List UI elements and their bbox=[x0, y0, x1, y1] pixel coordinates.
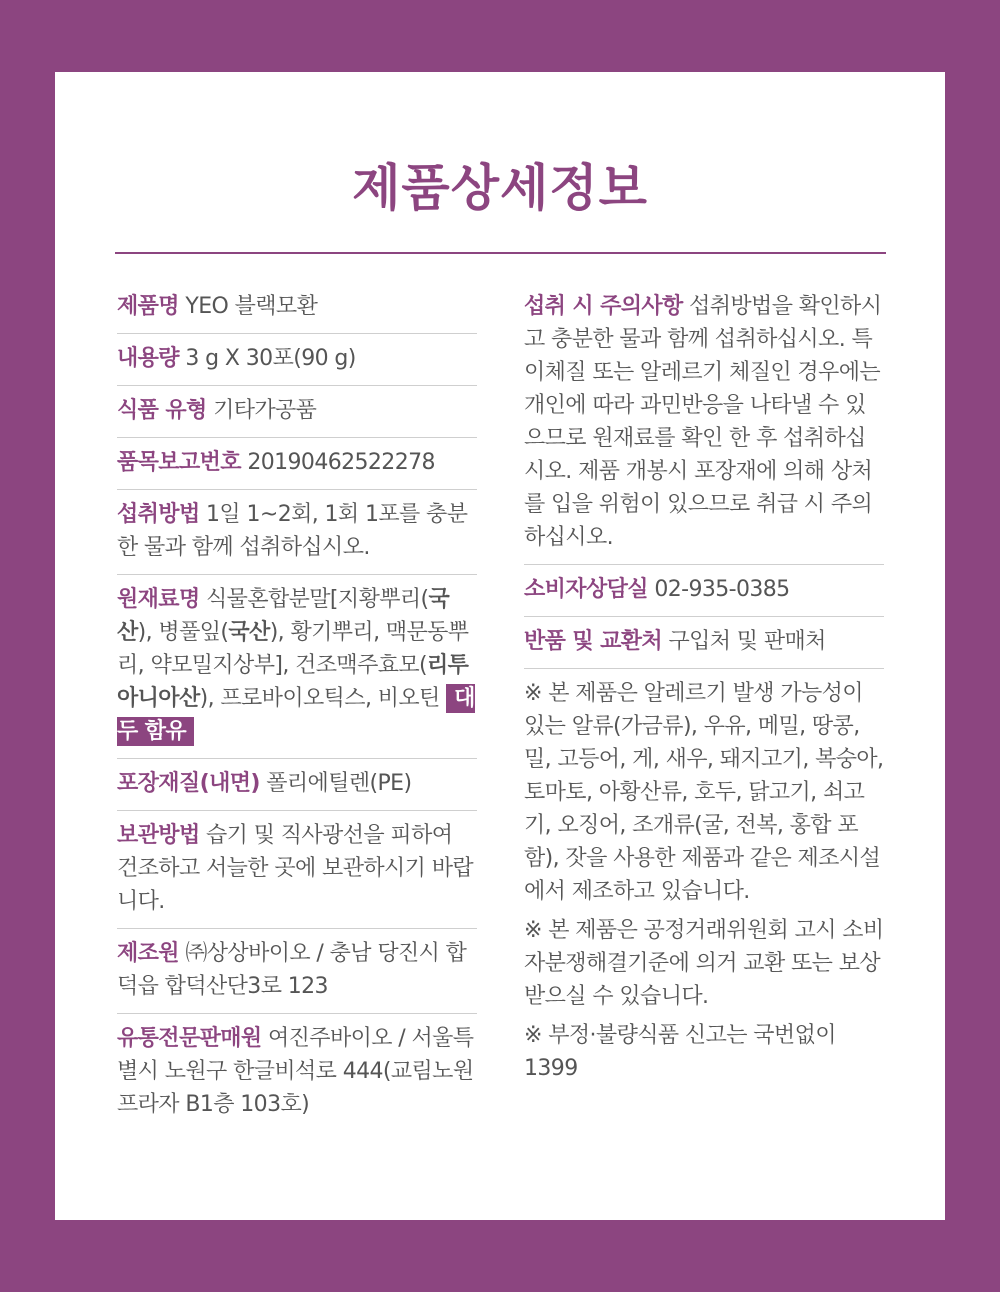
row-manufacturer bbox=[117, 929, 477, 1014]
allergen-badge: 대두 함유 bbox=[117, 686, 475, 744]
storage-value: 습기 및 직사광선을 피하여 건조하고 서늘한 곳에 보관하시기 바랍니다. bbox=[117, 823, 474, 914]
manufacturer-label: 제조원 bbox=[117, 941, 179, 966]
caution-label: 섭취 시 주의사항 bbox=[524, 294, 683, 319]
food-type-value: 기타가공품 bbox=[213, 398, 317, 423]
row-volume bbox=[117, 334, 477, 386]
caution-value: 섭취방법을 확인하시고 충분한 물과 함께 섭취하십시오. 특이체질 또는 알레르기 체질인 경우에는 개인에 따라 과민반응을 나타낼 수 있으므로 원재료를 확인 한 후 섭취하십시오. 제품 개봉시 포장재에 의해 상처를 입을 위험이 있으므로 취급 시 주의하십시오. bbox=[524, 294, 882, 550]
title-divider bbox=[115, 252, 886, 254]
row-distributor bbox=[117, 1014, 477, 1131]
intake-method-value: 1일 1~2회, 1회 1포를 충분한 물과 함께 섭취하십시오. bbox=[117, 502, 468, 560]
returns-value: 구입처 및 판매처 bbox=[668, 629, 826, 654]
packaging-label: 포장재질(내면) bbox=[117, 771, 260, 796]
volume-value: 3 g X 30포(90 g) bbox=[185, 346, 356, 371]
row-report-number bbox=[117, 438, 477, 490]
ingredients-text-1: 식물혼합분말[지황뿌리( bbox=[206, 587, 429, 612]
distributor-value: 여진주바이오 / 서울특별시 노원구 한글비석로 444(교림노원프라자 B1층 103호) bbox=[117, 1026, 474, 1117]
row-product-name bbox=[117, 282, 477, 334]
ingredients-label: 원재료명 bbox=[117, 587, 200, 612]
row-intake-method bbox=[117, 490, 477, 575]
ingredients-text-3: ), 황기뿌리, 맥문동뿌리, 약모밀지상부], 건조맥주효모( bbox=[117, 620, 469, 678]
consumer-service-phone: 02-935-0385 bbox=[654, 577, 790, 602]
row-caution bbox=[524, 282, 884, 565]
ingredients-text-4: ), 프로바이오틱스, 비오틴 bbox=[199, 686, 440, 711]
page-title: 제품상세정보 bbox=[352, 159, 648, 217]
product-name-label: 제품명 bbox=[117, 294, 179, 319]
row-packaging bbox=[117, 759, 477, 811]
notes-section bbox=[524, 669, 884, 1085]
food-type-label: 식품 유형 bbox=[117, 398, 207, 423]
consumer-service-label: 소비자상담실 bbox=[524, 577, 648, 602]
right-column bbox=[524, 282, 884, 1091]
origin-2: 국산 bbox=[228, 620, 270, 645]
product-name-value: YEO 블랙모환 bbox=[185, 294, 318, 319]
report-number-label: 품목보고번호 bbox=[117, 450, 241, 475]
allergy-note: ※ 본 제품은 알레르기 발생 가능성이 있는 알류(가금류), 우유, 메밀, 땅콩, 밀, 고등어, 게, 새우, 돼지고기, 복숭아, 토마토, 아황산류, 호두, 닭고기, 쇠고기, 오징어, 조개류(굴, 전복, 홍합 포함), 잣을 사용한 제품과 같은 제조시설에서 제조하고 있습니다. bbox=[524, 681, 884, 904]
compensation-note: ※ 본 제품은 공정거래위원회 고시 소비자분쟁해결기준에 의거 교환 또는 보상받으실 수 있습니다. bbox=[524, 918, 884, 1009]
storage-label: 보관방법 bbox=[117, 823, 200, 848]
returns-label: 반품 및 교환처 bbox=[524, 629, 663, 654]
distributor-label: 유통전문판매원 bbox=[117, 1026, 262, 1051]
report-note: ※ 부정·불량식품 신고는 국번없이 1399 bbox=[524, 1023, 836, 1081]
packaging-value: 폴리에틸렌(PE) bbox=[266, 771, 412, 796]
row-consumer-service bbox=[524, 565, 884, 617]
left-column bbox=[117, 282, 477, 1131]
report-number-value: 20190462522278 bbox=[247, 450, 435, 475]
row-storage bbox=[117, 811, 477, 929]
origin-1: 국산 bbox=[117, 587, 450, 645]
row-returns bbox=[524, 617, 884, 669]
manufacturer-value: ㈜상상바이오 / 충남 당진시 합덕읍 합덕산단3로 123 bbox=[117, 941, 467, 999]
ingredients-text-2: ), 병풀잎( bbox=[137, 620, 229, 645]
row-food-type bbox=[117, 386, 477, 438]
volume-label: 내용량 bbox=[117, 346, 179, 371]
intake-method-label: 섭취방법 bbox=[117, 502, 200, 527]
origin-3: 리투아니아산 bbox=[117, 653, 469, 711]
row-ingredients bbox=[117, 575, 477, 759]
